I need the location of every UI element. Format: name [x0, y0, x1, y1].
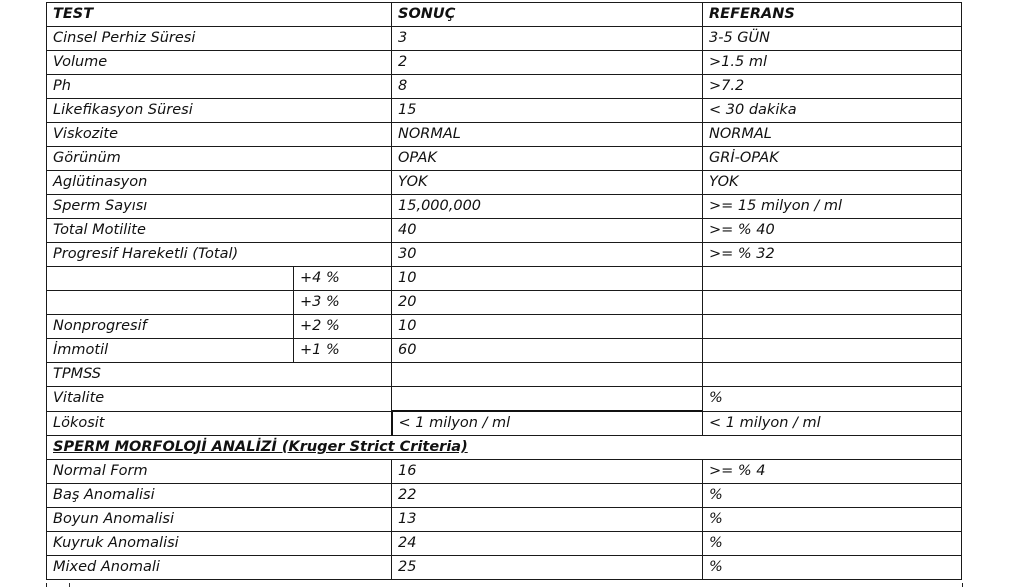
table-row	[47, 387, 962, 412]
header-result: SONUÇ	[392, 3, 703, 27]
test-name: Progresif Hareketli (Total)	[47, 243, 392, 267]
reference-value: %	[703, 387, 962, 412]
table-row	[47, 243, 962, 267]
result-value: 24	[392, 532, 703, 556]
test-name: Viskozite	[47, 123, 392, 147]
result-value: 22	[392, 484, 703, 508]
result-value: NORMAL	[392, 123, 703, 147]
result-value: YOK	[392, 171, 703, 195]
section-title: SPERM MORFOLOJİ ANALİZİ (Kruger Strict Criteria)	[47, 436, 962, 460]
test-name: Cinsel Perhiz Süresi	[47, 27, 392, 51]
result-value: < 1 milyon / ml	[392, 411, 703, 436]
table-row	[47, 51, 962, 75]
result-value: 60	[392, 339, 703, 363]
motility-grade: +4 %	[294, 267, 392, 291]
result-value: 8	[392, 75, 703, 99]
reference-value: < 30 dakika	[703, 99, 962, 123]
result-value: OPAK	[392, 147, 703, 171]
semen-analysis-report	[46, 2, 961, 580]
reference-value	[703, 291, 962, 315]
reference-value: < 1 milyon / ml	[703, 411, 962, 436]
motility-grade: +1 %	[294, 339, 392, 363]
reference-value: >= % 40	[703, 219, 962, 243]
table-row	[47, 123, 962, 147]
results-table	[46, 2, 962, 580]
cell-divider	[69, 583, 70, 587]
test-name: Likefikasyon Süresi	[47, 99, 392, 123]
table-row	[47, 75, 962, 99]
reference-value	[703, 315, 962, 339]
test-name: Ph	[47, 75, 392, 99]
result-value: 10	[392, 267, 703, 291]
result-value: 25	[392, 556, 703, 580]
reference-value: YOK	[703, 171, 962, 195]
table-row	[47, 267, 962, 291]
test-name	[47, 291, 294, 315]
table-row	[47, 27, 962, 51]
table-row	[47, 508, 962, 532]
test-name: TPMSS	[47, 363, 392, 387]
table-row	[47, 195, 962, 219]
test-name: Mixed Anomali	[47, 556, 392, 580]
header-test: TEST	[47, 3, 392, 27]
table-row	[47, 219, 962, 243]
result-value: 20	[392, 291, 703, 315]
next-row-edge	[46, 583, 963, 587]
result-value: 40	[392, 219, 703, 243]
table-row	[47, 460, 962, 484]
reference-value: 3-5 GÜN	[703, 27, 962, 51]
table-row	[47, 99, 962, 123]
test-name: Kuyruk Anomalisi	[47, 532, 392, 556]
reference-value: >= 15 milyon / ml	[703, 195, 962, 219]
result-value	[392, 387, 703, 412]
morphology-section-header	[47, 436, 962, 460]
result-value: 10	[392, 315, 703, 339]
test-name: Baş Anomalisi	[47, 484, 392, 508]
test-name: Aglütinasyon	[47, 171, 392, 195]
result-value: 2	[392, 51, 703, 75]
reference-value: %	[703, 484, 962, 508]
reference-value	[703, 339, 962, 363]
table-row	[47, 484, 962, 508]
result-value: 30	[392, 243, 703, 267]
table-row	[47, 363, 962, 387]
result-value: 15,000,000	[392, 195, 703, 219]
reference-value: GRİ-OPAK	[703, 147, 962, 171]
motility-grade: +3 %	[294, 291, 392, 315]
table-row	[47, 315, 962, 339]
reference-value	[703, 267, 962, 291]
reference-value: >= % 4	[703, 460, 962, 484]
result-value: 13	[392, 508, 703, 532]
test-name: Görünüm	[47, 147, 392, 171]
reference-value: %	[703, 556, 962, 580]
test-name	[47, 267, 294, 291]
test-name: Vitalite	[47, 387, 392, 412]
table-row	[47, 171, 962, 195]
reference-value: >7.2	[703, 75, 962, 99]
test-name: Sperm Sayısı	[47, 195, 392, 219]
reference-value: %	[703, 508, 962, 532]
result-value: 15	[392, 99, 703, 123]
header-row	[47, 3, 962, 27]
test-name: Lökosit	[47, 411, 392, 436]
table-row	[47, 147, 962, 171]
test-name: Nonprogresif	[47, 315, 294, 339]
table-row	[47, 411, 962, 436]
reference-value: >1.5 ml	[703, 51, 962, 75]
reference-value: %	[703, 532, 962, 556]
table-row	[47, 339, 962, 363]
test-name: Volume	[47, 51, 392, 75]
table-row	[47, 532, 962, 556]
result-value: 16	[392, 460, 703, 484]
test-name: Boyun Anomalisi	[47, 508, 392, 532]
reference-value: >= % 32	[703, 243, 962, 267]
result-value	[392, 363, 703, 387]
test-name: Normal Form	[47, 460, 392, 484]
header-reference: REFERANS	[703, 3, 962, 27]
result-value: 3	[392, 27, 703, 51]
test-name: Total Motilite	[47, 219, 392, 243]
test-name: İmmotil	[47, 339, 294, 363]
table-row	[47, 291, 962, 315]
motility-grade: +2 %	[294, 315, 392, 339]
table-row	[47, 556, 962, 580]
reference-value: NORMAL	[703, 123, 962, 147]
reference-value	[703, 363, 962, 387]
